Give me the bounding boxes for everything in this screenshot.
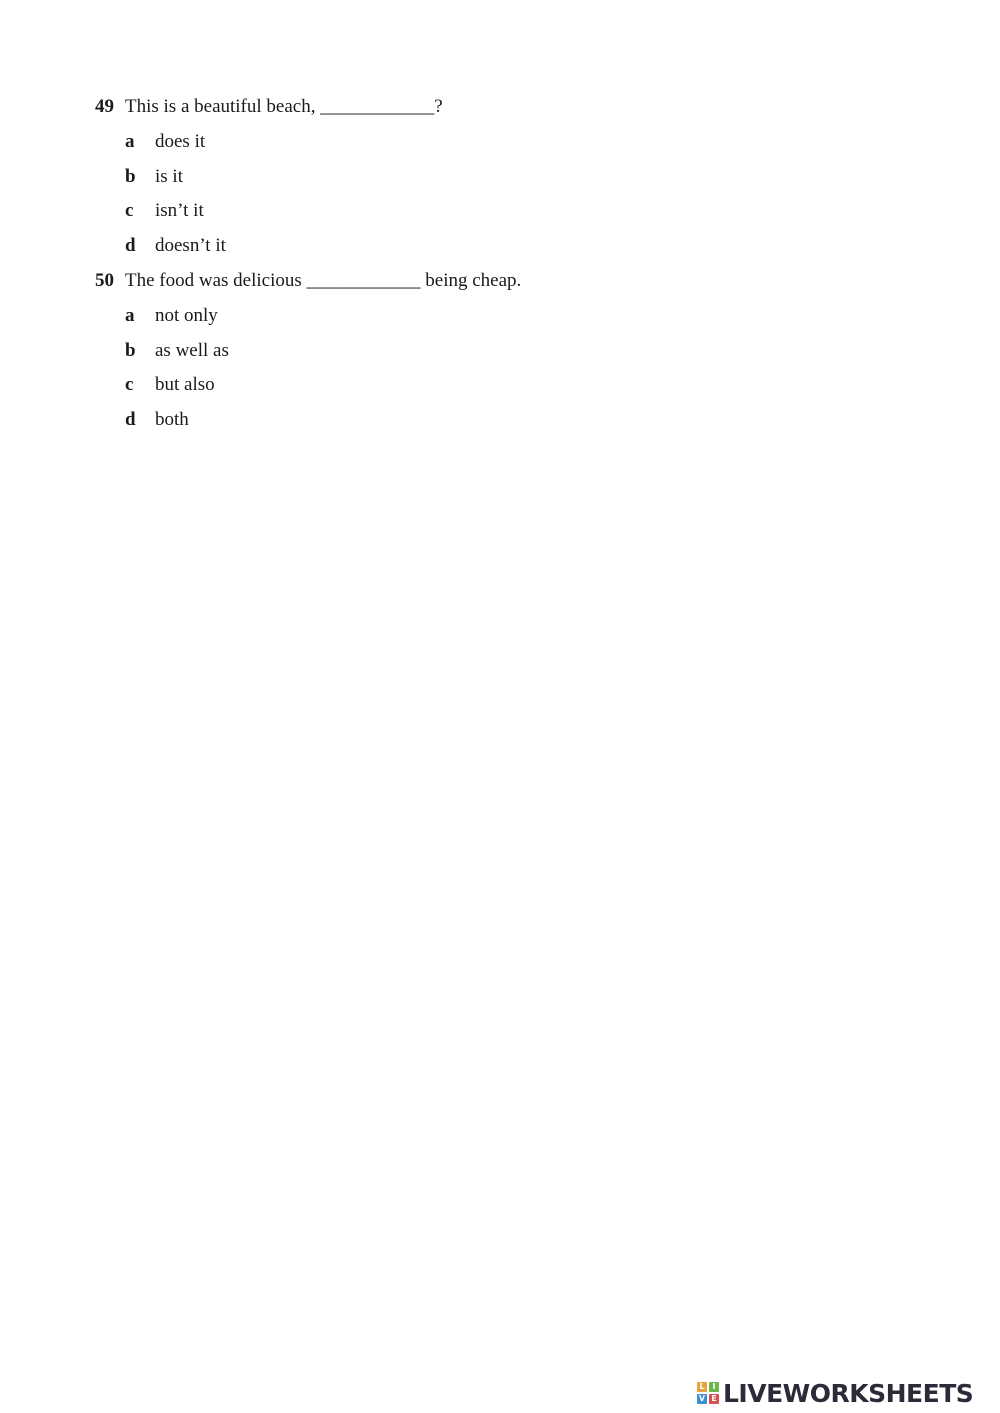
option-text: isn’t it bbox=[155, 200, 204, 221]
option-letter: b bbox=[125, 340, 136, 361]
option-letter: c bbox=[125, 200, 134, 221]
logo-cell-v: V bbox=[698, 1394, 706, 1403]
option-text: as well as bbox=[155, 340, 229, 361]
option-text: but also bbox=[155, 374, 215, 395]
option-49-d[interactable] bbox=[125, 234, 226, 258]
option-letter: b bbox=[125, 166, 136, 187]
option-49-a[interactable] bbox=[125, 130, 205, 154]
question-50 bbox=[95, 269, 521, 293]
liveworksheets-logo bbox=[697, 1378, 973, 1408]
option-49-b[interactable] bbox=[125, 165, 183, 189]
question-49 bbox=[95, 95, 443, 119]
option-50-c[interactable] bbox=[125, 373, 215, 397]
option-text: is it bbox=[155, 166, 183, 187]
option-50-d[interactable] bbox=[125, 408, 189, 432]
option-50-a[interactable] bbox=[125, 304, 218, 328]
option-50-b[interactable] bbox=[125, 339, 229, 363]
logo-cell-i: I bbox=[709, 1382, 719, 1392]
option-text: not only bbox=[155, 305, 218, 326]
option-letter: a bbox=[125, 131, 135, 152]
logo-mark-icon bbox=[697, 1382, 719, 1404]
question-number: 49 bbox=[95, 96, 114, 117]
option-letter: a bbox=[125, 305, 135, 326]
option-letter: d bbox=[125, 409, 136, 430]
logo-cell-e: E bbox=[709, 1394, 719, 1404]
option-text: does it bbox=[155, 131, 206, 152]
question-text: The food was delicious ____________ being cheap. bbox=[125, 270, 522, 291]
option-letter: c bbox=[125, 374, 134, 395]
option-text: doesn’t it bbox=[155, 235, 226, 256]
option-letter: d bbox=[125, 235, 136, 256]
logo-cell-l: L bbox=[697, 1382, 707, 1392]
question-text: This is a beautiful beach, ____________? bbox=[125, 96, 443, 117]
option-text: both bbox=[155, 409, 189, 430]
question-number: 50 bbox=[95, 270, 114, 291]
logo-text: LIVEWORKSHEETS bbox=[723, 1378, 974, 1408]
option-49-c[interactable] bbox=[125, 199, 204, 223]
